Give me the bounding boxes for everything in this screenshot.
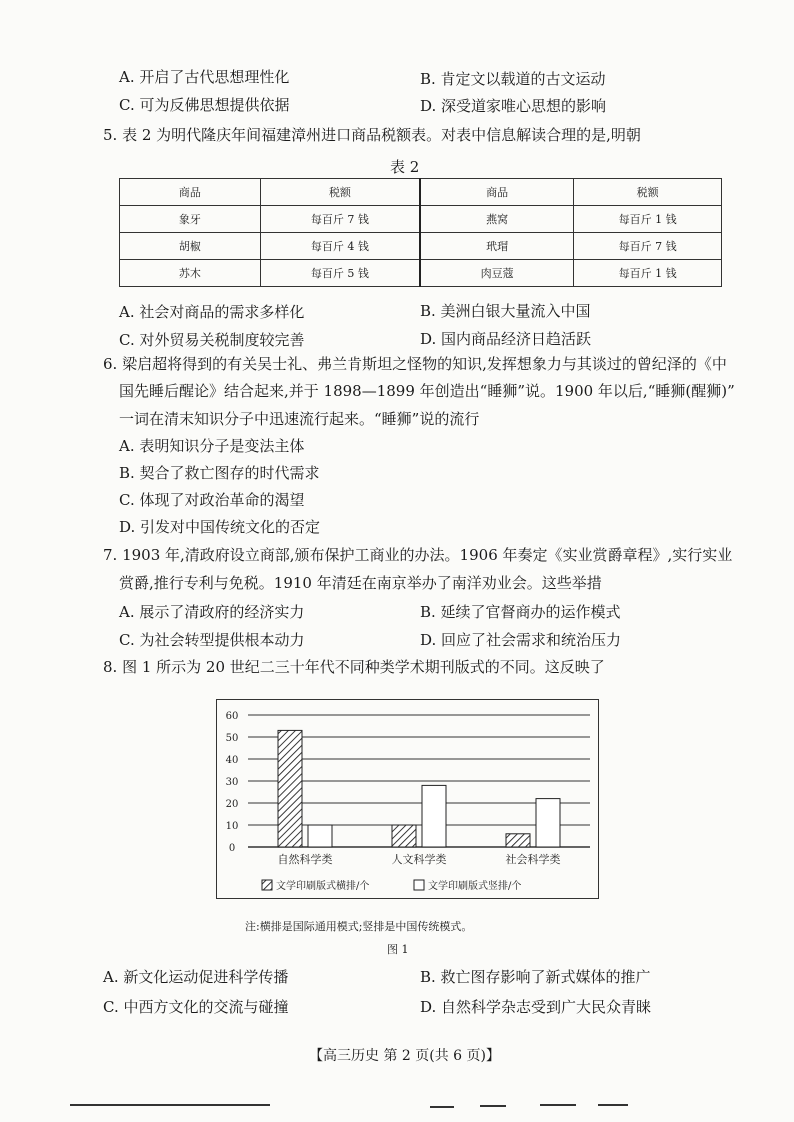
chart-note: 注:横排是国际通用模式;竖排是中国传统模式。 — [245, 920, 473, 933]
table-cell: 每百斤 4 钱 — [260, 233, 420, 260]
table-header-cell: 税额 — [260, 179, 420, 206]
q4-option-c: C. 可为反佛思想提供依据 — [119, 96, 290, 114]
bar — [392, 825, 416, 847]
table-cell: 每百斤 7 钱 — [574, 233, 722, 260]
bar — [506, 834, 530, 847]
table-cell: 每百斤 1 钱 — [574, 260, 722, 287]
table-cell: 胡椒 — [120, 233, 261, 260]
scan-edge-line — [430, 1106, 454, 1108]
x-category-label: 自然科学类 — [277, 853, 333, 866]
legend-label: 文学印刷版式竖排/个 — [428, 881, 522, 892]
scan-edge-line — [598, 1104, 628, 1106]
q6-line-2: 国先睡后醒论》结合起来,并于 1898—1899 年创造出“睡狮”说。1900 年以后,“睡狮(醒狮)” — [119, 382, 735, 400]
q6-line-3: 一词在清末知识分子中迅速流行起来。“睡狮”说的流行 — [119, 410, 480, 428]
q8-stem: 8. 图 1 所示为 20 世纪二三十年代不同种类学术期刊版式的不同。这反映了 — [103, 658, 605, 676]
table-cell: 燕窝 — [420, 206, 574, 233]
y-tick-label: 0 — [228, 843, 236, 854]
q8-option-b: B. 救亡图存影响了新式媒体的推广 — [420, 968, 651, 986]
q5-option-a: A. 社会对商品的需求多样化 — [119, 303, 305, 321]
figure-label: 图 1 — [387, 943, 409, 956]
y-tick-label: 50 — [225, 733, 239, 744]
q6-option-a: A. 表明知识分子是变法主体 — [119, 437, 305, 455]
legend-swatch — [262, 880, 272, 890]
table-cell: 象牙 — [120, 206, 261, 233]
q6-line-1: 6. 梁启超将得到的有关吴士礼、弗兰肯斯坦之怪物的知识,发挥想象力与其谈过的曾纪泽的《中 — [103, 355, 727, 373]
scan-edge-line — [540, 1104, 576, 1106]
table-header-cell: 税额 — [574, 179, 722, 206]
bar — [308, 825, 332, 847]
y-tick-label: 40 — [225, 755, 239, 766]
q5-stem: 5. 表 2 为明代隆庆年间福建漳州进口商品税额表。对表中信息解读合理的是,明朝 — [103, 126, 641, 144]
q7-option-d: D. 回应了社会需求和统治压力 — [420, 631, 622, 649]
scan-edge-line — [480, 1105, 506, 1107]
table-cell: 每百斤 5 钱 — [260, 260, 420, 287]
table-cell: 每百斤 1 钱 — [574, 206, 722, 233]
page-footer: 【高三历史 第 2 页(共 6 页)】 — [309, 1048, 500, 1064]
bar — [278, 730, 302, 847]
q4-option-d: D. 深受道家唯心思想的影响 — [420, 97, 607, 115]
table-cell: 每百斤 7 钱 — [260, 206, 420, 233]
q5-option-b: B. 美洲白银大量流入中国 — [420, 302, 591, 320]
q6-option-b: B. 契合了救亡图存的时代需求 — [119, 464, 320, 482]
table-cell: 玳瑁 — [420, 233, 574, 260]
q8-option-c: C. 中西方文化的交流与碰撞 — [103, 998, 289, 1016]
y-tick-label: 30 — [225, 777, 239, 788]
q7-line-2: 赏爵,推行专利与免税。1910 年清廷在南京举办了南洋劝业会。这些举措 — [119, 574, 602, 592]
q7-option-a: A. 展示了清政府的经济实力 — [119, 603, 305, 621]
q8-option-a: A. 新文化运动促进科学传播 — [103, 968, 289, 986]
q7-option-b: B. 延续了官督商办的运作模式 — [420, 603, 621, 621]
y-tick-label: 60 — [225, 711, 239, 722]
q6-option-d: D. 引发对中国传统文化的否定 — [119, 518, 321, 536]
scan-edge-line — [70, 1104, 270, 1106]
table-cell: 肉豆蔻 — [420, 260, 574, 287]
q8-option-d: D. 自然科学杂志受到广大民众青睐 — [420, 998, 652, 1016]
bar — [536, 799, 560, 847]
x-category-label: 社会科学类 — [505, 853, 561, 866]
table-header-cell: 商品 — [120, 179, 261, 206]
table-cell: 苏木 — [120, 260, 261, 287]
legend-swatch — [414, 880, 424, 890]
y-tick-label: 10 — [225, 821, 239, 832]
q5-option-d: D. 国内商品经济日趋活跃 — [420, 330, 592, 348]
q5-option-c: C. 对外贸易关税制度较完善 — [119, 331, 305, 349]
y-tick-label: 20 — [225, 799, 239, 810]
table-header-cell: 商品 — [420, 179, 574, 206]
x-category-label: 人文科学类 — [391, 853, 447, 866]
q7-option-c: C. 为社会转型提供根本动力 — [119, 631, 305, 649]
legend-label: 文学印刷版式横排/个 — [276, 881, 370, 892]
q7-line-1: 7. 1903 年,清政府设立商部,颁布保护工商业的办法。1906 年奏定《实业赏爵章程》,实行实业 — [103, 546, 733, 564]
q4-option-a: A. 开启了古代思想理性化 — [119, 68, 290, 86]
bar — [422, 785, 446, 847]
q6-option-c: C. 体现了对政治革命的渴望 — [119, 491, 305, 509]
table-title: 表 2 — [390, 158, 420, 176]
q4-option-b: B. 肯定文以载道的古文运动 — [420, 70, 606, 88]
